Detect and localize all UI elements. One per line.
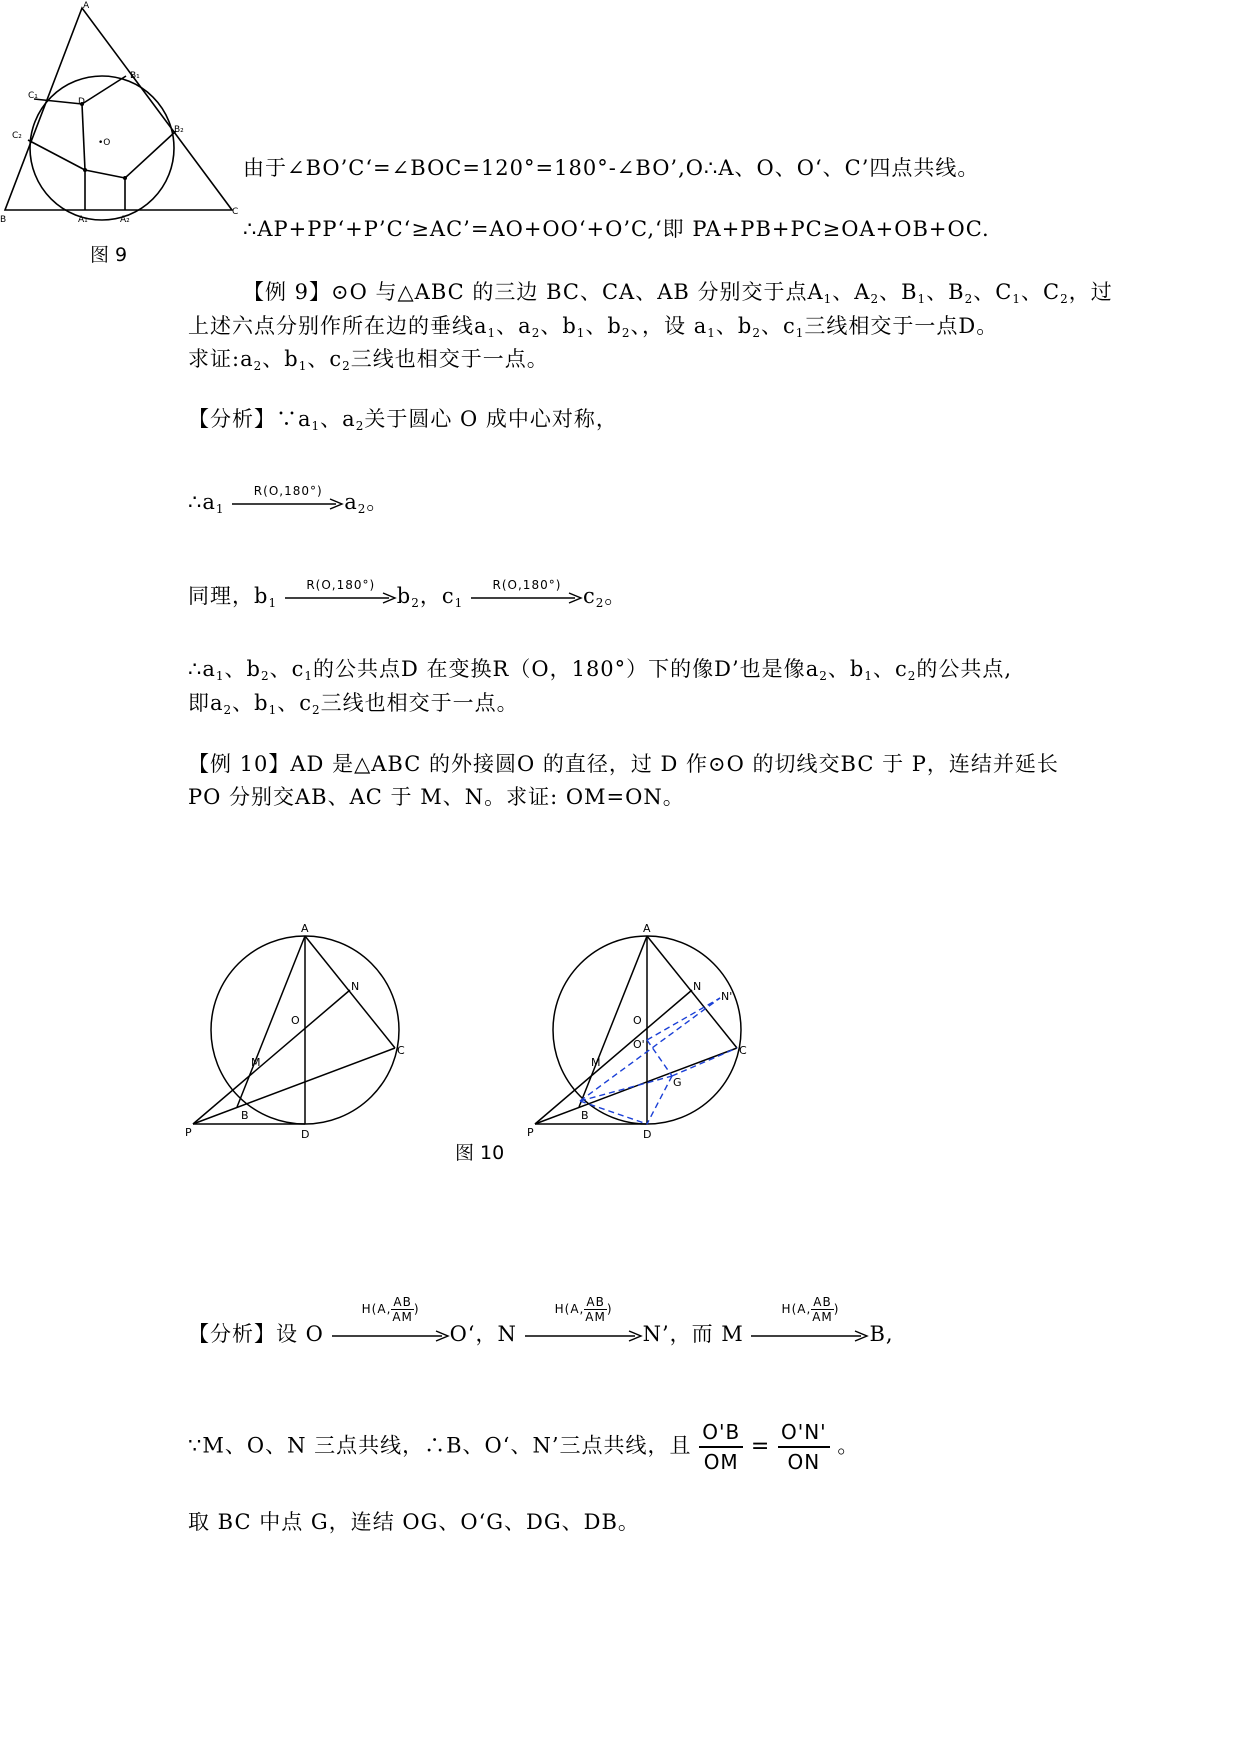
svg-text:A: A — [83, 1, 90, 11]
svg-text:C₂: C₂ — [12, 131, 22, 141]
svg-text:C: C — [232, 207, 239, 217]
svg-text:N: N — [693, 980, 702, 993]
rotation-arrow-b: R(O,180°) — [285, 591, 397, 605]
svg-text:B₂: B₂ — [174, 125, 184, 135]
figure-10 — [185, 918, 785, 1178]
svg-text:C₁: C₁ — [28, 91, 38, 101]
svg-text:O': O' — [633, 1038, 645, 1051]
analysis-10-midpoint: 取 BC 中点 G，连结 OG、O‘G、DG、DB。 — [188, 1510, 640, 1534]
analysis-1-line: 【分析】$\because a_1$、$a_2$关于圆心 O 成中心对称， — [188, 407, 618, 433]
svg-text:C: C — [739, 1044, 747, 1057]
line-reasoning-2: ∴AP+PP‘+P’C‘≥AC’=AO+OO‘+O’C,‘即 PA+PB+PC≥OA+OB+OC. — [243, 217, 990, 241]
svg-text:B: B — [241, 1109, 249, 1122]
svg-text:B₁: B₁ — [130, 71, 140, 81]
svg-text:A: A — [301, 922, 309, 935]
svg-text:B: B — [581, 1109, 589, 1122]
homothety-arrow-m: H(A, $\frac{AB}{AM}$ ) — [751, 1329, 869, 1343]
homothety-arrow-n: H(A, $\frac{AB}{AM}$ ) — [525, 1329, 643, 1343]
figure-10-diagram — [185, 918, 785, 1148]
example-9-line-2: 上述六点分别作所在边的垂线$a_1$、$a_2$、$b_1$、$b_2$、，设 $a_1$、$b_2$、$c_1$三线相交于一点D。 — [188, 314, 999, 340]
svg-text:M: M — [591, 1056, 601, 1069]
rotation-arrow-c: R(O,180°) — [471, 591, 583, 605]
svg-text:A₂: A₂ — [120, 215, 130, 225]
analysis-rotation-bc: 同理，$b_1$ R(O,180°) $b_2$，$c_1$ R(O,180°) $c_2$。 — [188, 577, 627, 610]
figure-9-diagram — [0, 0, 240, 240]
svg-text:D: D — [78, 97, 85, 107]
analysis-rotation-a: $\therefore a_1$ R(O,180°) $a_2$。 — [188, 483, 389, 516]
figure-9-caption: 图 9 — [90, 244, 128, 266]
homothety-arrow-o: H(A, $\frac{AB}{AM}$ ) — [332, 1329, 450, 1343]
figure-10-left — [193, 936, 399, 1124]
example-9-line-3: 求证$:a_2$、$b_1$、$c_2$三线也相交于一点。 — [188, 347, 549, 373]
svg-text:G: G — [673, 1076, 682, 1089]
figure-10-caption: 图 10 — [455, 1142, 505, 1164]
svg-text:M: M — [251, 1056, 261, 1069]
ratio-right: $\frac{O'N'}{ON}$ — [778, 1418, 830, 1476]
svg-text:•O: •O — [98, 138, 111, 148]
example-10-line-1: 【例 10】AD 是△ABC 的外接圆O 的直径，过 D 作⊙O 的切线交BC 于 P，连结并延长 — [188, 752, 1059, 776]
figure-10-right — [535, 936, 741, 1124]
svg-text:O: O — [633, 1014, 642, 1027]
rotation-arrow-a: R(O,180°) — [232, 497, 344, 511]
analysis-10-collinear: ∵M、O、N 三点共线，∴B、O‘、N’三点共线，且 $\frac{O'B}{OM}$ = $\frac{O'N'}{ON}$ 。 — [188, 1420, 860, 1474]
svg-text:N': N' — [721, 990, 733, 1003]
figure-10-dashed-lines — [580, 998, 737, 1124]
svg-text:P: P — [527, 1126, 534, 1139]
svg-text:P: P — [185, 1126, 192, 1139]
example-10-line-2: PO 分别交AB、AC 于 M、N。求证: OM=ON。 — [188, 785, 685, 809]
example-9-line-1: 【例 9】⊙O 与△ABC 的三边 BC、CA、AB 分别交于点$A_1$、$A_2$、$B_1$、$B_2$、$C_1$、$C_2$，过 — [243, 280, 1113, 306]
line-reasoning-1: 由于∠BO’C‘=∠BOC=120°=180°-∠BO’,O∴A、O、O‘、C’四点共线。 — [243, 156, 980, 180]
figure-9 — [0, 0, 240, 270]
analysis-line-4: $\therefore a_1$、$b_2$、$c_1$的公共点D 在变换R（O，180°）下的像D’也是像$a_2$、$b_1$、$c_2$的公共点, — [188, 657, 1013, 683]
svg-text:D: D — [301, 1128, 310, 1141]
analysis-line-5: 即$a_2$、$b_1$、$c_2$三线也相交于一点。 — [188, 691, 519, 717]
svg-text:B: B — [0, 215, 7, 225]
svg-text:A: A — [643, 922, 651, 935]
svg-text:A₁: A₁ — [78, 215, 88, 225]
svg-text:N: N — [351, 980, 360, 993]
svg-text:D: D — [643, 1128, 652, 1141]
svg-text:O: O — [291, 1014, 300, 1027]
analysis-10-homothety: 【分析】设 O H(A, $\frac{AB}{AM}$ ) O‘，N H(A, $\frac{AB}{AM}$ ) N’，而 M H(A, $\frac{AB}{AM}$ ) B, — [188, 1294, 894, 1346]
svg-text:C: C — [397, 1044, 405, 1057]
ratio-left: $\frac{O'B}{OM}$ — [699, 1418, 743, 1476]
